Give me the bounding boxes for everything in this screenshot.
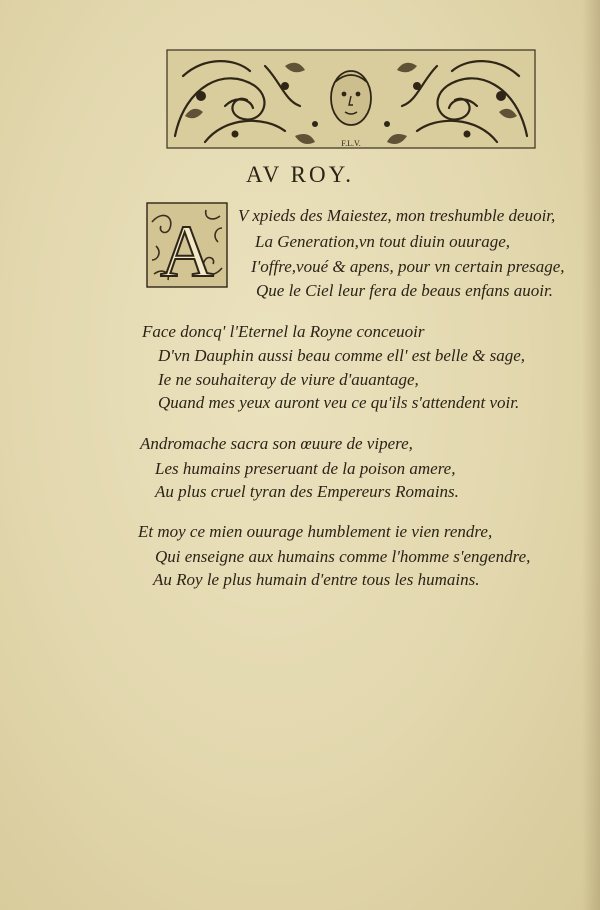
poem-line: D'vn Dauphin aussi beau comme ell' est belle & sage, [158, 346, 526, 365]
poem-line: Face doncq' l'Eternel la Royne conceuoir [142, 322, 425, 341]
poem-line: Quand mes yeux auront veu ce qu'ils s'attendent voir. [158, 393, 520, 412]
poem-line: Ie ne souhaiteray de viure d'auantage, [158, 370, 419, 389]
poem-line: Que le Ciel leur fera de beaus enfans auoir. [256, 281, 553, 300]
poem-line: La Generation,vn tout diuin ouurage, [255, 232, 510, 251]
poem-line: Au plus cruel tyran des Empereurs Romains. [155, 482, 459, 501]
drop-cap-initial [146, 202, 228, 288]
poem-line: Et moy ce mien ouurage humblement ie vien rendre, [138, 522, 493, 541]
poem-line: V xpieds des Maiestez, mon treshumble deuoir, [238, 206, 556, 225]
poem-line: Au Roy le plus humain d'entre tous les humains. [153, 570, 480, 589]
headpiece-ornament [165, 46, 537, 156]
ornament-initials: F.L.V. [341, 139, 361, 148]
poem-line: Qui enseigne aux humains comme l'homme s'engendre, [155, 547, 531, 566]
poem-line: I'offre,voué & apens, pour vn certain presage, [251, 257, 565, 276]
poem-line: Andromache sacra son œuure de vipere, [140, 434, 413, 453]
poem-line: Les humains preseruant de la poison amere, [155, 459, 456, 478]
page-edge-shadow [582, 0, 600, 910]
drop-cap-letter: A [160, 211, 214, 288]
page-title: AV ROY. [246, 162, 354, 187]
